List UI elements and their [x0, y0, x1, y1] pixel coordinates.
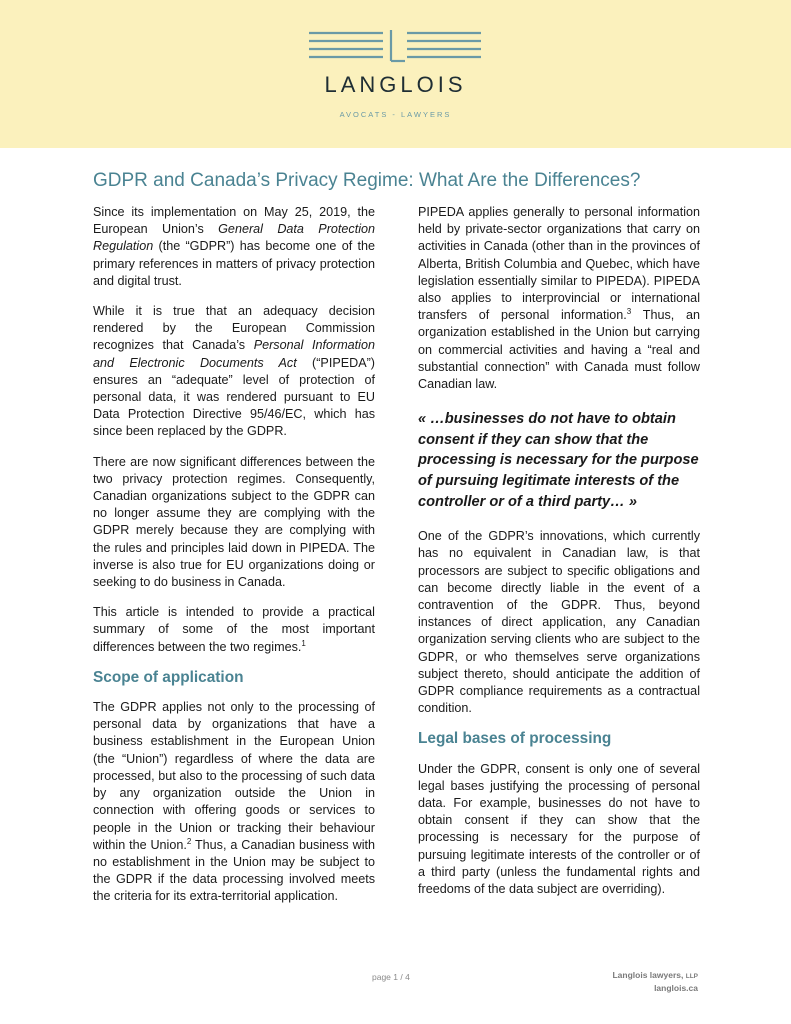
paragraph-pipeda: PIPEDA applies generally to personal information held by private-sector organizations that carry on activities in Canada (other than in the provinces of Alberta, British Columbia and Quebec, which have legislation essentially similar to PIPEDA). PIPEDA also applies to interprovincial or international transfers of personal information.$^3$ Thus, an organization established in the Union but carrying on commercial activities and having a “real and substantial connection” with Canada must follow Canadian law. — [418, 205, 700, 392]
langlois-logo-icon — [309, 30, 481, 64]
left-column — [93, 204, 375, 919]
paragraph-scope: The GDPR applies not only to the processing of personal data by organizations that have a business establishment in the European Union (the “Union”) regardless of where the data are processed, but also to the processing of such data by any organization outside the Union in connection with offering goods or services to people in the Union or tracking their behaviour within the Union.$^2$ Thus, a Canadian business with no establishment in the Union may be subject to the GDPR if the data processing involved meets the criteria for its extra-territorial application. — [93, 700, 375, 904]
right-column — [418, 204, 700, 911]
document-title: GDPR and Canada’s Privacy Regime: What Are the Differences? — [93, 170, 641, 191]
paragraph-differences: There are now significant differences between the two privacy protection regimes. Consequently, Canadian organizations subject to the GDPR can no longer assume they are complying with the GDPR merely because they are complying with the rules and principles laid down in PIPEDA. The inverse is also true for EU organizations doing or seeking to do business in Canada. — [93, 454, 375, 590]
paragraph-legal-bases: Under the GDPR, consent is only one of several legal bases justifying the processing of personal data. For example, businesses do not have to obtain consent if they can show that the processing is necessary for the purpose of pursuing legitimate interests of the controller or of a third party (unless the fundamental rights and freedoms of the data subject are overriding). — [418, 761, 700, 897]
pull-quote: « …businesses do not have to obtain consent if they can show that the processing is necessary for the purpose of pursuing legitimate interests of the controller or of a third party… » — [418, 411, 699, 510]
footnote-ref: 2 — [186, 836, 192, 846]
brand-tagline: AVOCATS - LAWYERS — [339, 110, 452, 119]
footer-website[interactable]: langlois.ca — [654, 982, 698, 993]
paragraph-intro: Since its implementation on May 25, 2019, the European Union’s General Data Protection Regulation (the “GDPR”) has become one of the primary references in matters of privacy protection and digital trust. — [93, 205, 375, 288]
heading-scope: Scope of application — [93, 668, 244, 686]
header-band — [0, 0, 791, 148]
paragraph-adequacy: While it is true that an adequacy decision rendered by the European Commission recognizes that Canada’s Personal Information and Electronic Documents Act (“PIPEDA”) ensures an “adequate” level of protection of personal data, it was rendered pursuant to EU Data Protection Directive 95/46/EC, which has since been replaced by the GDPR. — [93, 304, 375, 439]
paragraph-processors: One of the GDPR’s innovations, which currently has no equivalent in Canadian law, is that processors are subject to specific obligations and can become directly liable in the event of a contravention of the GDPR. Thus, beyond instances of direct application, any Canadian organization serving clients who are subject to the GDPR, or who themselves serve organizations subject thereto, should anticipate the addition of GDPR compliance requirements as a contractual condition. — [418, 529, 700, 716]
page-number: page 1 / 4 — [372, 972, 410, 982]
paragraph-purpose: This article is intended to provide a practical summary of some of the most important differences between the two regimes.$^1$ — [93, 605, 375, 654]
footer-firm: Langlois lawyers, LLP langlois.ca — [560, 970, 698, 994]
brand-name: LANGLOIS — [324, 72, 467, 97]
footnote-ref: 3 — [626, 307, 632, 317]
footnote-ref: 1 — [301, 638, 306, 648]
heading-legal-bases: Legal bases of processing — [418, 730, 612, 748]
